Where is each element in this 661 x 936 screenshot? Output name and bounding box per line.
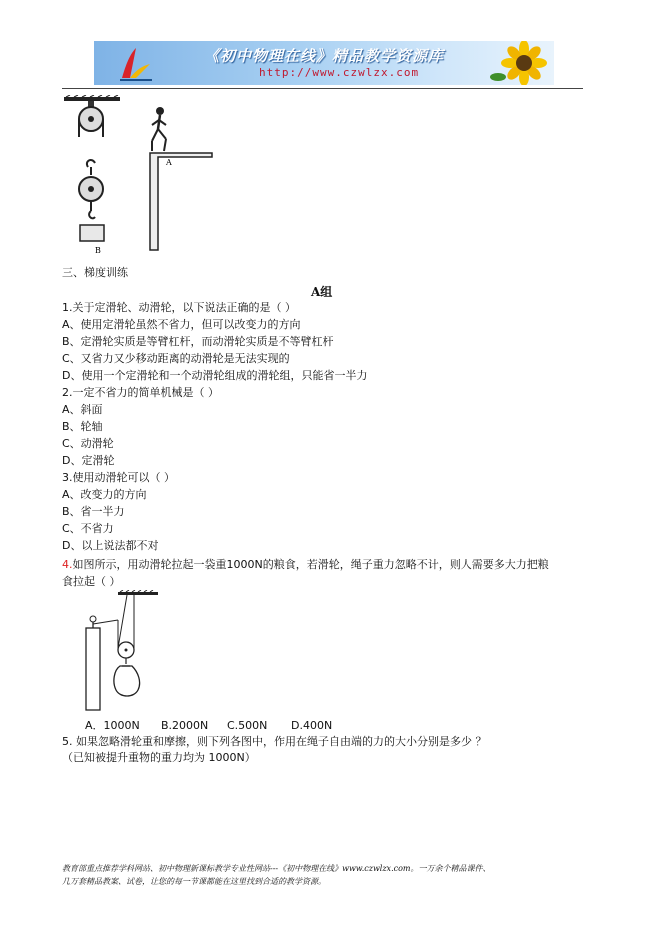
q4-pulley-figure (82, 590, 172, 712)
q1-option-a: A、使用定滑轮虽然不省力，但可以改变力的方向 (62, 318, 301, 331)
q2-option-a: A、斜面 (62, 403, 103, 416)
q4-option-a: A．1000N (85, 719, 140, 732)
q1-option-d: D、使用一个定滑轮和一个动滑轮组成的滑轮组，只能省一半力 (62, 369, 368, 382)
page-footer (62, 862, 602, 888)
sunflower-icon (490, 41, 550, 85)
q3-option-c: C、不省力 (62, 522, 114, 535)
label-a: A (166, 158, 172, 167)
q5-line2: （已知被提升重物的重力均为 1000N） (62, 751, 256, 764)
q4-stem-text: 如图所示，用动滑轮拉起一袋重1000N的粮食，若滑轮，绳子重力忽略不计，则人需要多大力把粮 (72, 558, 549, 571)
q4-stem-line2: 食拉起（ ） (62, 575, 121, 588)
q4-option-c: C.500N (227, 719, 268, 732)
q5-line1: 5. 如果忽略滑轮重和摩擦，则下列各图中，作用在绳子自由端的力的大小分别是多少 ？ (62, 735, 487, 748)
q1-stem: 1.关于定滑轮、动滑轮，以下说法正确的是（ ） (62, 301, 296, 314)
q4-option-d: D.400N (291, 719, 333, 732)
pulley-figures (62, 95, 222, 255)
site-logo-icon (116, 44, 156, 82)
footer-line2: 几万套精品教案、试卷，让您的每一节课都能在这里找到合适的教学资源。 (62, 877, 326, 886)
group-title: A组 (311, 285, 333, 299)
q3-option-b: B、省一半力 (62, 505, 125, 518)
q2-option-b: B、轮轴 (62, 420, 103, 433)
banner-title: 《初中物理在线》精品教学资源库 (204, 47, 445, 65)
header-banner (94, 41, 554, 85)
q2-option-c: C、动滑轮 (62, 437, 114, 450)
q1-option-c: C、又省力又少移动距离的动滑轮是无法实现的 (62, 352, 290, 365)
q3-option-a: A、改变力的方向 (62, 488, 147, 501)
q2-option-d: D、定滑轮 (62, 454, 115, 467)
q4-option-b: B.2000N (161, 719, 209, 732)
q4-stem-line1 (62, 557, 549, 572)
label-b: B (95, 246, 101, 255)
q3-option-d: D、以上说法都不对 (62, 539, 159, 552)
footer-line1: 教育部重点推荐学科网站、初中物理新课标教学专业性网站---《初中物理在线》www.czwlzx.com。一万余个精品课件、 (62, 864, 491, 873)
q1-option-b: B、定滑轮实质是等臂杠杆，而动滑轮实质是不等臂杠杆 (62, 335, 334, 348)
q4-number: 4. (62, 558, 73, 571)
q2-stem: 2.一定不省力的简单机械是（ ） (62, 386, 219, 399)
q3-stem: 3.使用动滑轮可以（ ） (62, 471, 175, 484)
header-divider (62, 88, 583, 89)
section-heading: 三、梯度训练 (62, 266, 128, 279)
banner-url: http://www.czwlzx.com (259, 66, 420, 79)
q4-choices (85, 717, 332, 733)
